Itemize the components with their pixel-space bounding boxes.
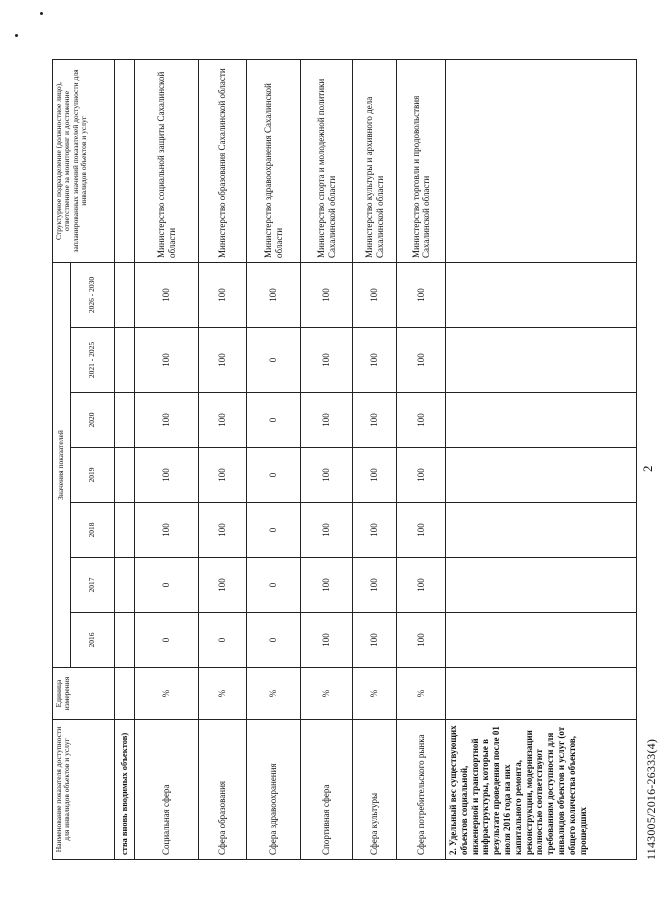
value-cell: 100: [397, 262, 446, 327]
value-cell: 0: [247, 613, 301, 668]
value-cell: 100: [301, 393, 353, 448]
responsible-cell: Министерство спорта и молодежной политики Сахалинской области: [301, 59, 353, 262]
value-cell: 100: [397, 613, 446, 668]
value-cell: 100: [353, 448, 397, 503]
unit-cell: %: [353, 668, 397, 720]
unit-cell: %: [199, 668, 247, 720]
value-cell: 100: [353, 558, 397, 613]
year-2016: 2016: [71, 613, 115, 668]
responsible-cell: Министерство торговли и продовольствия Сахалинской области: [397, 59, 446, 262]
unit-cell: %: [301, 668, 353, 720]
value-cell: 100: [135, 393, 199, 448]
value-cell: 0: [135, 613, 199, 668]
unit-cell: %: [135, 668, 199, 720]
year-2021-2025: 2021 - 2025: [71, 328, 115, 393]
indicator-name: Сфера потребительского рынка: [397, 720, 446, 860]
indicator-table: [52, 59, 637, 860]
value-cell: 100: [397, 393, 446, 448]
table-row: [301, 59, 353, 859]
indicator-name: Сфера культуры: [353, 720, 397, 860]
value-cell: 100: [397, 558, 446, 613]
unit-cell: %: [397, 668, 446, 720]
value-cell: 100: [353, 328, 397, 393]
value-cell: 100: [135, 503, 199, 558]
value-cell: 100: [301, 328, 353, 393]
header-values: Значения показателей: [53, 262, 71, 667]
header-indicator: Наименование показателя доступности для инвалидов объектов и услуг: [53, 720, 115, 860]
value-cell: 100: [135, 262, 199, 327]
year-2019: 2019: [71, 448, 115, 503]
scan-speck: [40, 12, 43, 15]
table-row: [353, 59, 397, 859]
value-cell: 100: [247, 262, 301, 327]
year-2020: 2020: [71, 393, 115, 448]
value-cell: 100: [353, 262, 397, 327]
value-cell: 100: [199, 393, 247, 448]
value-cell: 100: [353, 393, 397, 448]
value-cell: 100: [353, 613, 397, 668]
indicator-name: Социальная сфера: [135, 720, 199, 860]
value-cell: 100: [353, 503, 397, 558]
value-cell: 0: [247, 503, 301, 558]
indicator-2-description: 2. Удельный вес существующих объектов социальной, инженерной и транспортной инфраструктуры, которые в результате проведения после 01 июля 2016 года на них капитального ремонта, реконструкции, модернизации полностью соответствуют требованиям доступности для инвалидов объектов и услуг (от общего количества объектов, прошедших: [446, 720, 637, 860]
table-row: [247, 59, 301, 859]
value-cell: 100: [301, 558, 353, 613]
value-cell: 100: [135, 448, 199, 503]
table-row: [446, 59, 637, 859]
year-2018: 2018: [71, 503, 115, 558]
document-id: 1143005/2016-26333(4): [644, 738, 658, 860]
value-cell: 100: [301, 448, 353, 503]
value-cell: 0: [199, 613, 247, 668]
value-cell: 0: [135, 558, 199, 613]
header-unit: Единица измерения: [53, 668, 115, 720]
responsible-cell: Министерство социальной защиты Сахалинской области: [135, 59, 199, 262]
scan-speck: [15, 34, 18, 37]
value-cell: 100: [199, 558, 247, 613]
table-row: [199, 59, 247, 859]
rotated-page: [52, 60, 658, 860]
value-cell: 100: [135, 328, 199, 393]
year-2017: 2017: [71, 558, 115, 613]
responsible-cell: Министерство здравоохранения Сахалинской области: [247, 59, 301, 262]
unit-cell: %: [247, 668, 301, 720]
responsible-cell: Министерство образования Сахалинской области: [199, 59, 247, 262]
value-cell: 100: [199, 448, 247, 503]
value-cell: 100: [199, 503, 247, 558]
indicator-name: Спортивная сфера: [301, 720, 353, 860]
indicator-name: Сфера здравоохранения: [247, 720, 301, 860]
value-cell: 100: [301, 613, 353, 668]
value-cell: 100: [199, 262, 247, 327]
value-cell: 0: [247, 558, 301, 613]
indicator-name: Сфера образования: [199, 720, 247, 860]
value-cell: 100: [397, 328, 446, 393]
value-cell: 100: [301, 262, 353, 327]
page-number: 2: [640, 465, 655, 472]
value-cell: 100: [397, 448, 446, 503]
year-2026-2030: 2026 - 2030: [71, 262, 115, 327]
value-cell: 0: [247, 448, 301, 503]
section-continuation: ства вновь вводимых объектов): [115, 720, 135, 860]
value-cell: 100: [199, 328, 247, 393]
table-row: [135, 59, 199, 859]
value-cell: 0: [247, 393, 301, 448]
table-row: [397, 59, 446, 859]
value-cell: 0: [247, 328, 301, 393]
value-cell: 100: [397, 503, 446, 558]
value-cell: 100: [301, 503, 353, 558]
responsible-cell: Министерство культуры и архивного дела Сахалинской области: [353, 59, 397, 262]
header-responsible: Структурное подразделение (должностное лицо), ответственное за мониторинг и достижение запланированных значений показателей доступности для инвалидов объектов и услуг: [53, 59, 115, 262]
